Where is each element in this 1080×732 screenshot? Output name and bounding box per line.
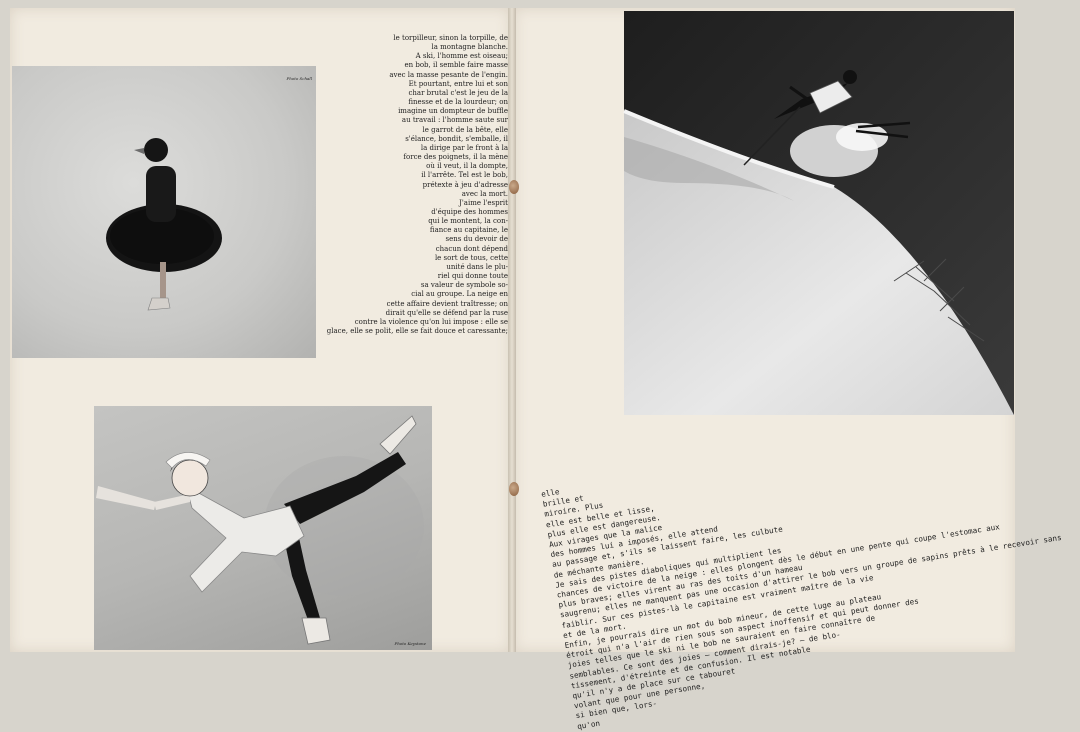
staple-bottom [509,482,519,496]
ski-jumper-illustration [624,11,1014,415]
skater-spinning-illustration [12,66,316,358]
staple-top [509,180,519,194]
photo-credit-bottom: Photo Keystone [394,641,426,646]
gutter [508,8,516,652]
photo-credit-top: Photo Schall [286,76,312,81]
photo-ski-jumper [624,11,1014,415]
photo-figure-skater [94,406,432,650]
figure-skater-illustration [94,406,432,650]
right-diagonal-text: elle brille et miroire. Plus elle est belle et lisse, plus elle est dangereuse. Aux virages que la malice des hommes lui a imposés, elle attend au passage et, s'ils se laissent faire, les culbute de méchante manière. Je sais des pistes diaboliques qui multiplient les chances de victoire de la neige : elles plongent dès le début en une pente qui coupe l'estomac aux plus braves; elles virent au ras des toits d'un hameau saugrenu; elles ne manquent pas une occasion d'attirer le bob vers un groupe de sapins prêts à le recevoir sans faiblir. Sur ces pistes-là le capitaine est vraiment maître de la vie et de la mort. Enfin, je pourrais dire un mot du bob mineur, de cette luge au plateau étroit qui n'a l'air de rien sous son aspect inoffensif et qui peut donner des joies telles que le ski ni le bob ne sauraient en faire connaître de semblables. Ce sont des joies — comment dirais-je? — de blo- tissement, d'étreinte et de confusion. Il est notable qu'il n'y a de place sur ce tabouret volant que pour une personne, si bien que, lors- qu'on [540,487,1063,731]
left-column-text: le torpilleur, sinon la torpille, de la montagne blanche. A ski, l'homme est oiseau; en bob, il semble faire masse avec la masse pesante de l'engin. Et pourtant, entre lui et son char brutal c'est le jeu de la finesse et de la lourdeur; on imagine un dompteur de buffle au travail : l'homme saute sur le garrot de la bête, elle s'élance, bondit, s'emballe, il la dirige par le front à la force des poignets, il la mène où il veut, il la dompte, il l'arrête. Tel est le bob, prétexte à jeu d'adresse avec la mort. J'aime l'esprit d'équipe des hommes qui le montent, la con- fiance au capitaine, le sens du devoir de chacun dont dépend le sort de tous, cette unité dans le plu- riel qui donne toute sa valeur de symbole so- cial au groupe. La neige en cette affaire devient traîtresse; on dirait qu'elle se défend par la ruse contre la violence qu'on lui impose : elle se glace, elle se polit, elle se fait douce et caressante; [326,34,508,335]
photo-skater-spinning [12,66,316,358]
